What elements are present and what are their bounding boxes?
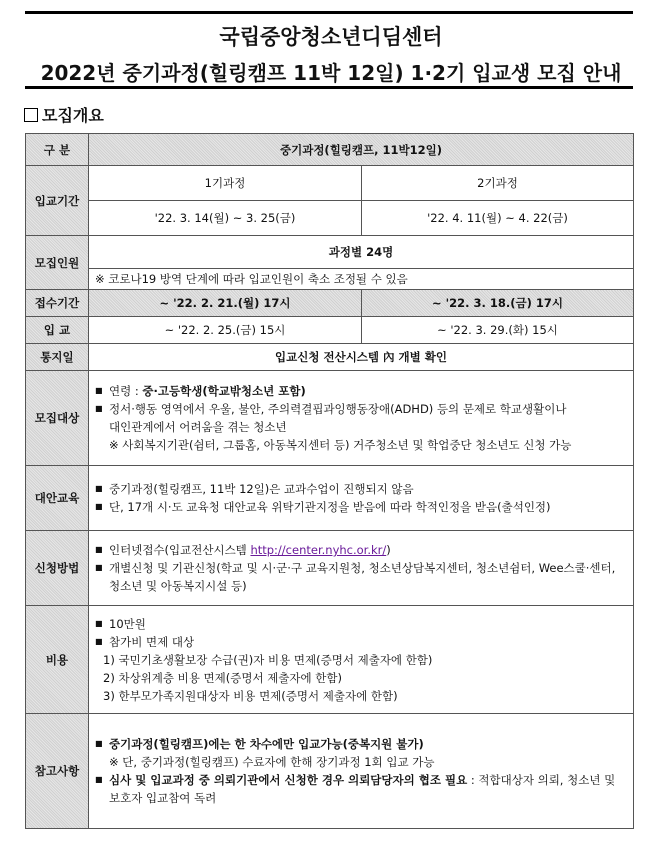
title-top-rule bbox=[25, 11, 633, 14]
title-bottom-rule bbox=[25, 86, 633, 89]
target-item-cont: 대인관계에서 어려움을 겪는 청소년 bbox=[109, 420, 287, 434]
page-subtitle: 2022년 중기과정(힐링캠프 11박 12일) 1·2기 입교생 모집 안내 bbox=[40, 61, 622, 85]
cost-item: ■ 참가비 면제 대상 bbox=[95, 633, 627, 651]
cost-exemption: 2) 차상위계층 비용 면제(증명서 제출자에 한함) bbox=[103, 670, 343, 685]
course2-dates: '22. 4. 11(월) ~ 4. 22(금) bbox=[362, 201, 634, 236]
apply-label: 신청방법 bbox=[26, 531, 89, 606]
alt-edu-item: ■ 단, 17개 시·도 교육청 대안교육 위탁기관지정을 받음에 따라 학적인정을 받음(출석인정) bbox=[95, 498, 627, 516]
alt-edu-label: 대안교육 bbox=[26, 466, 89, 531]
course1-label: 1기과정 bbox=[89, 166, 362, 201]
notes-item: ■ 심사 및 입교과정 중 의뢰기관에서 신청한 경우 의뢰담당자의 협조 필요 : 적합대상자 의뢰, 청소년 및 보호자 입교참여 독려 bbox=[95, 771, 627, 807]
header-label: 구 분 bbox=[26, 134, 89, 166]
header-value: 중기과정(힐링캠프, 11박12일) bbox=[89, 134, 634, 166]
alt-edu-item: ■ 중기과정(힐링캠프, 11박 12일)은 교과수업이 진행되지 않음 bbox=[95, 480, 627, 498]
cost-label: 비용 bbox=[26, 606, 89, 714]
apply-online: ■ 인터넷접수(입교전산시스템 http://center.nyhc.or.kr/) bbox=[95, 541, 627, 559]
cost-exemption: 3) 한부모가족지원대상자 비용 면제(증명서 제출자에 한함) bbox=[103, 688, 398, 703]
notice-note: 입교신청 전산시스템 內 개별 확인 bbox=[89, 344, 634, 371]
cost-exemption: 1) 국민기초생활보장 수급(권)자 비용 면제(증명서 제출자에 한함) bbox=[103, 652, 433, 667]
checkbox-square-icon bbox=[24, 108, 38, 122]
section-heading bbox=[24, 103, 104, 126]
course2-label: 2기과정 bbox=[362, 166, 634, 201]
notice-label-1: 입 교 bbox=[26, 317, 89, 344]
receipt-value-1: ~ '22. 2. 21.(월) 17시 bbox=[89, 290, 362, 317]
apply-link[interactable]: http://center.nyhc.or.kr/ bbox=[250, 543, 387, 557]
receipt-label: 접수기간 bbox=[26, 290, 89, 317]
capacity-label: 모집인원 bbox=[26, 236, 89, 290]
target-label: 모집대상 bbox=[26, 371, 89, 466]
notice-value-1: ~ '22. 2. 25.(금) 15시 bbox=[89, 317, 362, 344]
capacity-value: 과정별 24명 bbox=[89, 236, 634, 269]
page-title: 국립중앙청소년디딤센터 bbox=[219, 25, 443, 49]
apply-item: ■ 개별신청 및 기관신청(학교 및 시·군·구 교육지원청, 청소년상담복지센터, 청소년쉼터, Wee스쿨·센터, 청소년 및 아동복지시설 등) bbox=[95, 559, 627, 595]
section-title: 모집개요 bbox=[42, 106, 104, 125]
notes-item-note: ※ 단, 중기과정(힐링캠프) 수료자에 한해 장기과정 1회 입교 가능 bbox=[109, 755, 435, 769]
notes-label: 참고사항 bbox=[26, 714, 89, 829]
notice-label-2: 통지일 bbox=[26, 344, 89, 371]
target-item: ■ 정서·행동 영역에서 우울, 불안, 주의력결핍과잉행동장애(ADHD) 등의 문제로 학교생활이나 bbox=[95, 400, 627, 418]
capacity-note: ※ 코로나19 방역 단계에 따라 입교인원이 축소 조정될 수 있음 bbox=[89, 269, 634, 290]
target-age: ■ 연령 : 중·고등학생(학교밖청소년 포함) bbox=[95, 382, 627, 400]
overview-table bbox=[25, 133, 634, 829]
notes-item: ■ 중기과정(힐링캠프)에는 한 차수에만 입교가능(중복지원 불가) bbox=[95, 735, 627, 753]
course1-dates: '22. 3. 14(월) ~ 3. 25(금) bbox=[89, 201, 362, 236]
cost-item: ■ 10만원 bbox=[95, 615, 627, 633]
receipt-value-2: ~ '22. 3. 18.(금) 17시 bbox=[362, 290, 634, 317]
period-label: 입교기간 bbox=[26, 166, 89, 236]
notice-value-2: ~ '22. 3. 29.(화) 15시 bbox=[362, 317, 634, 344]
target-note: ※ 사회복지기관(쉼터, 그룹홈, 아동복지센터 등) 거주청소년 및 학업중단 청소년도 신청 가능 bbox=[109, 438, 572, 452]
